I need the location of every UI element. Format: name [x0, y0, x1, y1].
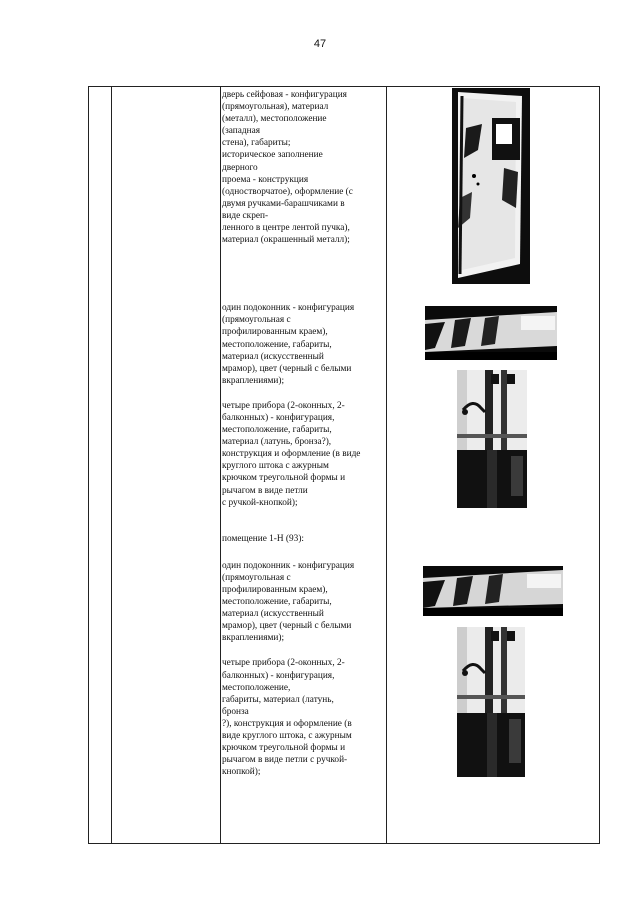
section-heading-room-1n: [222, 533, 378, 545]
text-line: дверь сейфовая - конфигурация: [222, 90, 347, 100]
text-line: виде круглого штока, с ажурным: [222, 731, 352, 742]
text-line: (прямоугольная), материал: [222, 102, 329, 113]
text-line: материал (латунь, бронза?),: [222, 437, 332, 448]
text-line: местоположение, габариты,: [222, 339, 332, 350]
text-line: (металл), местоположение: [222, 114, 327, 125]
text-line: конструкция и оформление (в виде: [222, 449, 361, 460]
windowsill-image-2: [423, 566, 563, 616]
text-line: четыре прибора (2-оконных, 2-: [222, 400, 345, 411]
text-line: четыре прибора (2-оконных, 2-: [222, 658, 345, 669]
column-divider-2: [220, 87, 221, 843]
text-line: помещение 1-Н (93):: [222, 533, 304, 544]
text-line: один подоконник - конфигурация: [222, 560, 355, 571]
text-line: (одностворчатое), оформление (с: [222, 186, 353, 197]
text-line: профилированным краем),: [222, 327, 328, 338]
text-line: (прямоугольная с: [222, 315, 291, 326]
text-line: материал (искусственный: [222, 351, 324, 362]
text-line: балконных) - конфигурация,: [222, 670, 335, 681]
text-line: с ручкой-кнопкой);: [222, 497, 298, 508]
text-block-windowsill-1: [222, 302, 378, 387]
windowsill-image-1: [425, 306, 557, 360]
text-block-hardware-2: [222, 657, 378, 778]
text-line: крючком треугольной формы и: [222, 473, 346, 484]
text-line: вкраплениями);: [222, 633, 285, 644]
text-line: профилированным краем),: [222, 585, 328, 595]
windowsill-photo-2: [423, 566, 563, 616]
text-line: мрамор), цвет (черный с белыми: [222, 363, 352, 374]
text-line: местоположение,: [222, 682, 291, 693]
safe-door-image: [452, 88, 530, 284]
text-line: местоположение, габариты,: [222, 425, 332, 436]
text-block-safe-door: [222, 89, 378, 246]
text-line: двумя ручками-барашчиками в: [222, 198, 345, 209]
text-line: рычагом в виде петли с ручкой-: [222, 755, 348, 766]
safe-door-photo: [452, 88, 530, 284]
page-number: 47: [313, 38, 327, 50]
windowsill-photo-1: [425, 306, 557, 360]
text-line: круглого штока с ажурным: [222, 461, 329, 472]
text-line: крючком треугольной формы и: [222, 743, 346, 754]
text-line: местоположение, габариты,: [222, 597, 332, 608]
text-line: материал (окрашенный металл);: [222, 235, 350, 246]
text-line: проема - конструкция: [222, 174, 309, 185]
window-hardware-image-1: [457, 370, 527, 508]
text-line: ленного в центре лентой пучка),: [222, 223, 350, 234]
window-hardware-image-2: [457, 627, 525, 777]
text-line: ?), конструкция и оформление (в: [222, 718, 352, 729]
text-line: виде скреп-: [222, 210, 269, 221]
text-line: рычагом в виде петли: [222, 485, 308, 496]
text-line: габариты, материал (латунь,: [222, 694, 334, 705]
object-table: [88, 86, 600, 844]
text-line: вкраплениями);: [222, 375, 285, 386]
description-column: [222, 89, 378, 778]
window-hardware-photo-2: [457, 627, 525, 777]
text-line: один подоконник - конфигурация: [222, 303, 355, 314]
text-line: стена), габариты;: [222, 138, 291, 149]
text-line: балконных) - конфигурация,: [222, 412, 335, 423]
text-line: дверного: [222, 162, 258, 173]
column-divider-1: [111, 87, 112, 843]
text-line: (прямоугольная с: [222, 572, 291, 583]
column-divider-3: [386, 87, 387, 843]
text-block-hardware-1: [222, 400, 378, 509]
text-block-windowsill-2: [222, 560, 378, 645]
text-line: историческое заполнение: [222, 150, 323, 161]
text-line: (западная: [222, 126, 260, 137]
text-line: бронза: [222, 706, 249, 717]
window-hardware-photo-1: [457, 370, 527, 508]
text-line: мрамор), цвет (черный с белыми: [222, 621, 352, 632]
text-line: материал (искусственный: [222, 609, 324, 620]
text-line: кнопкой);: [222, 767, 261, 778]
